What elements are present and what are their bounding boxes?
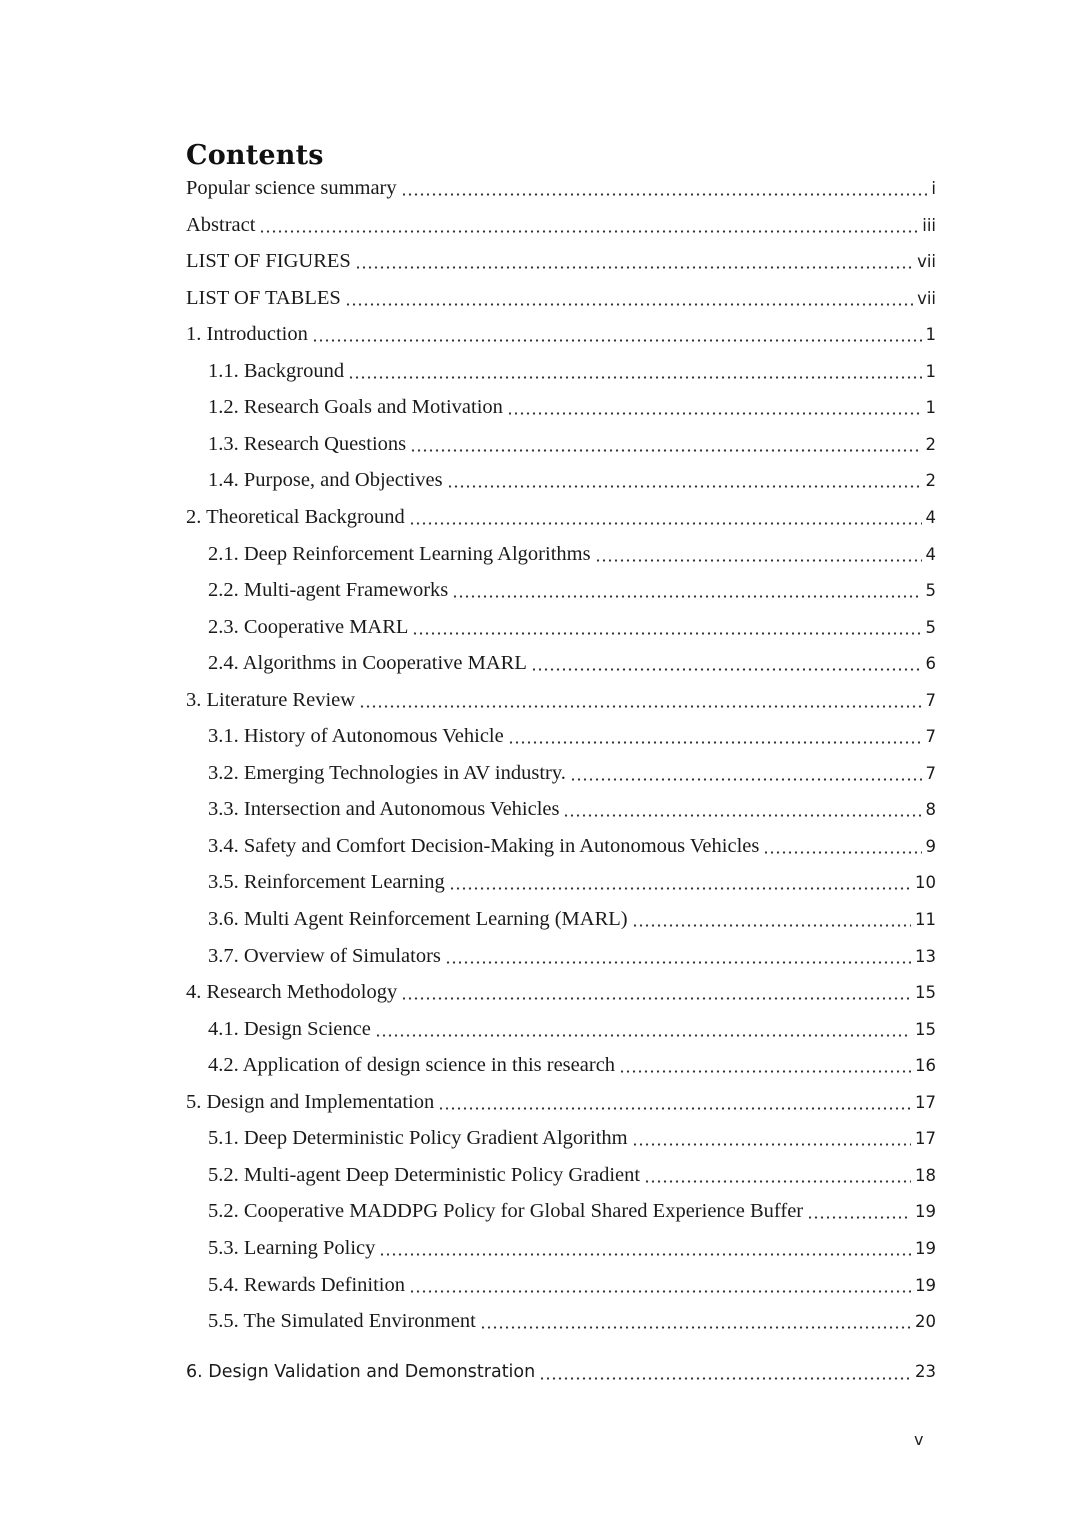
toc-entry-page: 19 — [915, 1239, 936, 1258]
dot-leader — [312, 339, 922, 342]
toc-entry-title: LIST OF TABLES — [186, 287, 341, 309]
toc-entry-title: Popular science summary — [186, 177, 397, 199]
toc-entry-page: 8 — [925, 800, 936, 819]
dot-leader — [375, 1034, 911, 1037]
dot-leader — [412, 632, 921, 635]
toc-entry-page: 19 — [915, 1202, 936, 1221]
dot-leader — [508, 741, 922, 744]
toc-entry-title: 3.7. Overview of Simulators — [208, 945, 441, 967]
toc-entry-title: Abstract — [186, 214, 256, 236]
toc-entry-page: 1 — [925, 362, 936, 381]
dot-leader — [563, 814, 921, 817]
toc-entry[interactable] — [208, 869, 936, 895]
toc-entry-title: 2.4. Algorithms in Cooperative MARL — [208, 652, 527, 674]
dot-leader — [619, 1070, 911, 1073]
toc-entry-title: 3.6. Multi Agent Reinforcement Learning (MARL) — [208, 908, 628, 930]
toc-entry[interactable] — [186, 1359, 936, 1385]
dot-leader — [359, 705, 921, 708]
toc-entry-title: 5.2. Cooperative MADDPG Policy for Global Shared Experience Buffer — [208, 1200, 804, 1222]
toc-entry-title: 1.1. Background — [208, 360, 345, 382]
toc-entry-page: 7 — [925, 764, 936, 783]
toc-entry[interactable] — [208, 577, 936, 603]
toc-entry-title: 2.1. Deep Reinforcement Learning Algorithms — [208, 543, 591, 565]
toc-entry-page: 1 — [925, 398, 936, 417]
toc-entry-page: 4 — [925, 508, 936, 527]
toc-entry-title: 5. Design and Implementation — [186, 1091, 435, 1113]
toc-entry-page: i — [931, 179, 936, 198]
dot-leader — [447, 485, 922, 488]
toc-entry-title: 3.4. Safety and Comfort Decision-Making in Autonomous Vehicles — [208, 835, 760, 857]
toc-entry-title: 1.3. Research Questions — [208, 433, 407, 455]
toc-entry-page: 1 — [925, 325, 936, 344]
toc-entry-page: 4 — [925, 545, 936, 564]
toc-entry[interactable] — [186, 979, 936, 1005]
toc-entry[interactable] — [208, 431, 936, 457]
toc-entry-title: 3.1. History of Autonomous Vehicle — [208, 725, 504, 747]
toc-entry-title: 3.2. Emerging Technologies in AV industry. — [208, 762, 566, 784]
toc-entry-title: 3.3. Intersection and Autonomous Vehicles — [208, 798, 560, 820]
toc-entry[interactable] — [186, 175, 936, 201]
dot-leader — [644, 1180, 911, 1183]
toc-entry[interactable] — [208, 541, 936, 567]
dot-leader — [410, 449, 921, 452]
toc-entry[interactable] — [186, 1089, 936, 1115]
toc-entry[interactable] — [208, 614, 936, 640]
toc-entry-page: 6 — [925, 654, 936, 673]
toc-entry[interactable] — [208, 723, 936, 749]
toc-entry-title: LIST OF FIGURES — [186, 250, 351, 272]
toc-entry[interactable] — [208, 796, 936, 822]
toc-entry-title: 2.2. Multi-agent Frameworks — [208, 579, 449, 601]
toc-entry[interactable] — [208, 1125, 936, 1151]
toc-entry-title: 4.2. Application of design science in this research — [208, 1054, 616, 1076]
toc-entry-page: 19 — [915, 1276, 936, 1295]
toc-entry-title: 4. Research Methodology — [186, 981, 398, 1003]
dot-leader — [452, 595, 921, 598]
toc-entry[interactable] — [186, 212, 936, 238]
toc-entry-title: 1.4. Purpose, and Objectives — [208, 469, 443, 491]
toc-entry-page: 7 — [925, 727, 936, 746]
toc-entry-page: vii — [917, 252, 936, 271]
toc-entry-title: 5.4. Rewards Definition — [208, 1274, 405, 1296]
toc-entry[interactable] — [208, 833, 936, 859]
dot-leader — [595, 559, 922, 562]
toc-entry-page: 2 — [925, 471, 936, 490]
toc-entry[interactable] — [208, 1308, 936, 1334]
dot-leader — [570, 778, 922, 781]
page-title: Contents — [186, 140, 324, 171]
toc-entry[interactable] — [208, 760, 936, 786]
toc-entry[interactable] — [186, 504, 936, 530]
toc-entry[interactable] — [208, 650, 936, 676]
dot-leader — [379, 1253, 911, 1256]
dot-leader — [409, 522, 922, 525]
dot-leader — [507, 412, 922, 415]
toc-entry-page: 5 — [925, 581, 936, 600]
toc-entry[interactable] — [186, 687, 936, 713]
toc-entry[interactable] — [208, 467, 936, 493]
toc-entry-title: 2. Theoretical Background — [186, 506, 405, 528]
dot-leader — [355, 266, 913, 269]
toc-entry-title: 4.1. Design Science — [208, 1018, 371, 1040]
toc-entry-title: 5.5. The Simulated Environment — [208, 1310, 476, 1332]
toc-entry[interactable] — [208, 1198, 936, 1224]
toc-entry[interactable] — [186, 248, 936, 274]
dot-leader — [445, 961, 911, 964]
toc-entry-page: iii — [922, 216, 936, 235]
dot-leader — [632, 1143, 911, 1146]
toc-entry-title: 5.2. Multi-agent Deep Deterministic Policy Gradient — [208, 1164, 641, 1186]
toc-entry-page: 7 — [925, 691, 936, 710]
dot-leader — [345, 303, 913, 306]
dot-leader — [449, 887, 911, 890]
toc-entry-page: 23 — [915, 1362, 936, 1381]
toc-entry[interactable] — [186, 321, 936, 347]
toc-entry-page: 15 — [915, 1020, 936, 1039]
toc-entry[interactable] — [208, 1052, 936, 1078]
dot-leader — [539, 1377, 911, 1380]
toc-entry[interactable] — [208, 358, 936, 384]
toc-entry-title: 3. Literature Review — [186, 689, 356, 711]
toc-entry-page: vii — [917, 289, 936, 308]
toc-entry-page: 9 — [925, 837, 936, 856]
dot-leader — [401, 193, 928, 196]
toc-entry-title: 6. Design Validation and Demonstration — [186, 1362, 536, 1382]
toc-entry-page: 16 — [915, 1056, 936, 1075]
toc-entry-page: 17 — [915, 1129, 936, 1148]
toc-entry-page: 5 — [925, 618, 936, 637]
dot-leader — [438, 1107, 911, 1110]
toc-entry-page: 17 — [915, 1093, 936, 1112]
toc-entry-page: 11 — [915, 910, 936, 929]
dot-leader — [763, 851, 921, 854]
toc-entry[interactable] — [208, 943, 936, 969]
toc-entry-title: 2.3. Cooperative MARL — [208, 616, 409, 638]
dot-leader — [348, 376, 921, 379]
toc-entry-page: 13 — [915, 947, 936, 966]
dot-leader — [409, 1290, 911, 1293]
page-number: v — [914, 1430, 924, 1449]
toc-entry[interactable] — [208, 1016, 936, 1042]
toc-entry-page: 20 — [915, 1312, 936, 1331]
toc-entry-title: 5.3. Learning Policy — [208, 1237, 376, 1259]
dot-leader — [401, 997, 911, 1000]
toc-entry-title: 3.5. Reinforcement Learning — [208, 871, 445, 893]
dot-leader — [531, 668, 922, 671]
toc-entry[interactable] — [208, 1235, 936, 1261]
toc-entry[interactable] — [208, 394, 936, 420]
dot-leader — [632, 924, 911, 927]
toc-entry[interactable] — [208, 1272, 936, 1298]
toc-entry-page: 15 — [915, 983, 936, 1002]
toc-entry-title: 5.1. Deep Deterministic Policy Gradient Algorithm — [208, 1127, 628, 1149]
toc-entry-title: 1. Introduction — [186, 323, 308, 345]
toc-entry[interactable] — [208, 906, 936, 932]
toc-entry-title: 1.2. Research Goals and Motivation — [208, 396, 503, 418]
toc-entry-page: 2 — [925, 435, 936, 454]
dot-leader — [259, 230, 918, 233]
toc-entry[interactable] — [186, 285, 936, 311]
toc-entry[interactable] — [208, 1162, 936, 1188]
dot-leader — [807, 1216, 911, 1219]
toc-entry-page: 18 — [915, 1166, 936, 1185]
dot-leader — [480, 1326, 911, 1329]
toc-entry-page: 10 — [915, 873, 936, 892]
